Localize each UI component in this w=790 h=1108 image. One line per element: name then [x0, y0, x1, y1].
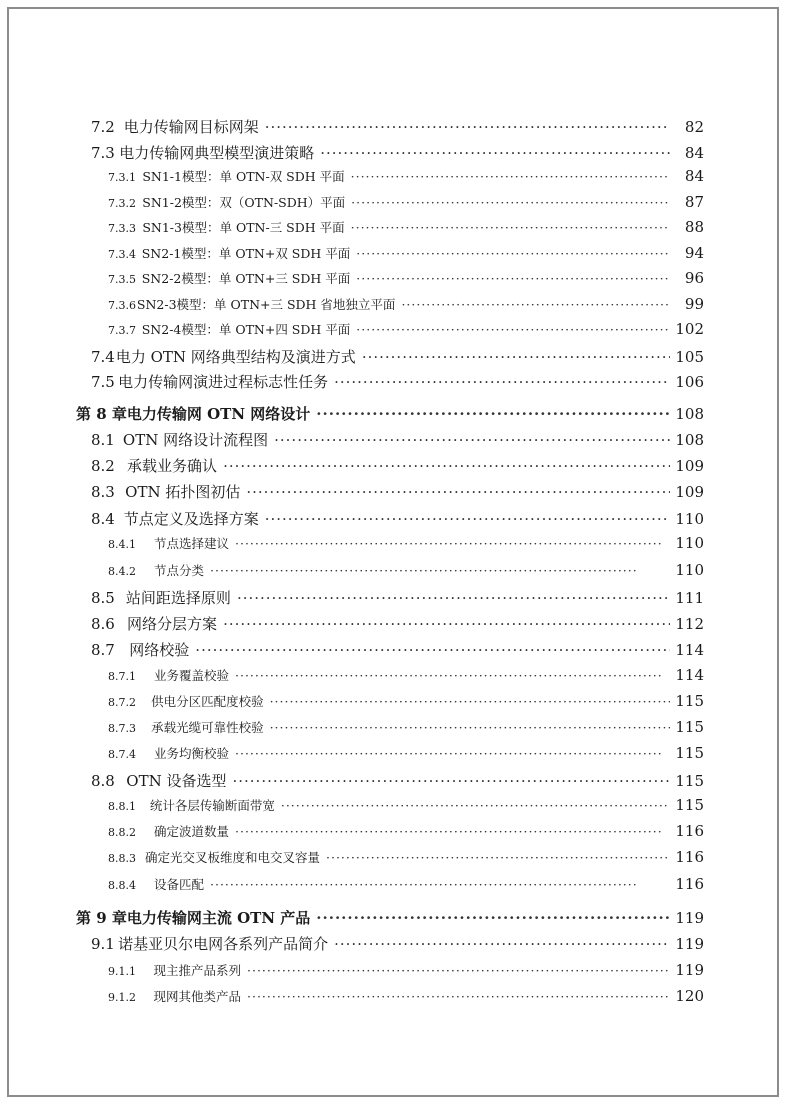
toc-subsection-entry	[108, 167, 704, 185]
toc-entry-title: 现网其他类产品	[153, 989, 241, 1004]
toc-entry-page-number: 106	[675, 373, 704, 391]
dot-leader	[265, 118, 670, 136]
toc-entry-page-number: 96	[684, 269, 704, 287]
toc-entry-title: 确定光交叉板维度和电交叉容量	[145, 850, 321, 865]
toc-entry-title: SN1-1模型：单 OTN-双 SDH 平面	[142, 169, 345, 184]
toc-entry-page-number: 115	[675, 692, 704, 710]
toc-subsection-entry	[108, 822, 704, 840]
toc-entry-page-number: 84	[684, 144, 704, 162]
toc-entry-title: 网络分层方案	[127, 615, 218, 633]
toc-entry-title: SN2-2模型：单 OTN+三 SDH 平面	[141, 271, 351, 286]
toc-entry-number: 8.5	[91, 589, 115, 607]
toc-subsection-entry	[108, 666, 704, 684]
toc-entry-page-number: 110	[675, 534, 704, 552]
toc-entry-page-number: 115	[675, 796, 704, 814]
toc-entry-number: 7.3.1	[108, 171, 136, 184]
toc-entry-title: OTN 网络设计流程图	[122, 431, 269, 449]
toc-entry-page-number: 108	[675, 431, 704, 449]
dot-leader	[326, 850, 670, 865]
toc-section-entry	[91, 371, 704, 392]
toc-entry-number: 8.1	[91, 431, 115, 449]
toc-entry-page-number: 94	[684, 244, 704, 262]
toc-subsection-entry	[108, 987, 704, 1005]
toc-entry-title: SN1-2模型：双（OTN-SDH）平面	[142, 195, 346, 210]
dot-leader	[320, 144, 670, 162]
toc-entry-title: 承载业务确认	[127, 457, 218, 475]
toc-entry-page-number: 115	[675, 772, 704, 790]
dot-leader	[270, 720, 670, 735]
toc-entry-number: 8.6	[91, 615, 115, 633]
toc-section-entry	[91, 587, 704, 608]
toc-entry-number: 7.3.2	[108, 197, 136, 210]
dot-leader	[334, 935, 670, 953]
toc-entry-title: SN2-4模型：单 OTN+四 SDH 平面	[141, 322, 351, 337]
toc-subsection-entry	[108, 269, 704, 287]
toc-entry-title: 统计各层传输断面带宽	[149, 798, 275, 813]
toc-subsection-entry	[108, 295, 704, 313]
dot-leader	[356, 271, 670, 286]
toc-entry-page-number: 108	[675, 405, 704, 423]
toc-entry-page-number: 87	[684, 193, 704, 211]
toc-entry-number: 8.8.2	[108, 826, 136, 839]
toc-entry-page-number: 105	[675, 348, 704, 366]
dot-leader	[235, 536, 670, 551]
toc-entry-number: 7.3.4	[108, 248, 136, 261]
toc-entry-title: 站间距选择原则	[125, 589, 231, 607]
toc-chapter-entry	[76, 907, 704, 928]
toc-entry-number: 8.8	[91, 772, 115, 790]
dot-leader	[195, 641, 670, 659]
toc-entry-number: 8.7.3	[108, 722, 136, 735]
toc-section-entry	[91, 508, 704, 529]
toc-section-entry	[91, 639, 704, 660]
toc-entry-number: 8.8.4	[108, 879, 136, 892]
toc-subsection-entry	[108, 961, 704, 979]
toc-entry-page-number: 110	[675, 510, 704, 528]
dot-leader	[274, 431, 670, 449]
toc-entry-title: 确定波道数量	[154, 824, 230, 839]
dot-leader	[351, 220, 670, 235]
dot-leader	[210, 563, 670, 578]
toc-section-entry	[91, 933, 704, 954]
toc-section-entry	[91, 116, 704, 137]
toc-entry-number: 7.4	[91, 348, 115, 366]
dot-leader	[223, 457, 670, 475]
toc-entry-page-number: 84	[684, 167, 704, 185]
toc-entry-number: 8.8.1	[108, 800, 136, 813]
toc-entry-number: 8.4.2	[108, 565, 136, 578]
toc-entry-number: 第 8 章	[76, 405, 127, 423]
toc-section-entry	[91, 455, 704, 476]
toc-entry-title: 现主推产品系列	[153, 963, 241, 978]
toc-entry-number: 7.3	[91, 144, 115, 162]
toc-subsection-entry	[108, 692, 704, 710]
toc-entry-page-number: 115	[675, 744, 704, 762]
toc-entry-number: 8.2	[91, 457, 115, 475]
toc-entry-page-number: 119	[675, 909, 704, 927]
toc-entry-number: 第 9 章	[76, 909, 127, 927]
dot-leader	[232, 772, 670, 790]
toc-entry-title: OTN 设备选型	[126, 772, 227, 790]
toc-entry-number: 8.7.4	[108, 748, 136, 761]
toc-subsection-entry	[108, 718, 704, 736]
toc-entry-page-number: 110	[675, 561, 704, 579]
toc-subsection-entry	[108, 561, 704, 579]
toc-entry-page-number: 119	[675, 935, 704, 953]
dot-leader	[356, 246, 670, 261]
dot-leader	[246, 483, 670, 501]
toc-entry-number: 7.3.5	[108, 273, 136, 286]
toc-entry-title: 诺基亚贝尔电网各系列产品简介	[118, 935, 329, 953]
toc-entry-number: 8.7	[91, 641, 115, 659]
dot-leader	[235, 668, 670, 683]
toc-entry-page-number: 120	[675, 987, 704, 1005]
dot-leader	[281, 798, 670, 813]
toc-subsection-entry	[108, 244, 704, 262]
dot-leader	[316, 909, 670, 927]
dot-leader	[356, 322, 670, 337]
toc-subsection-entry	[108, 796, 704, 814]
toc-section-entry	[91, 770, 704, 791]
dot-leader	[247, 963, 670, 978]
toc-entry-number: 8.7.2	[108, 696, 136, 709]
toc-entry-title: OTN 拓扑图初估	[125, 483, 241, 501]
toc-entry-title: 电力传输网主流 OTN 产品	[126, 909, 311, 927]
dot-leader	[247, 989, 670, 1004]
toc-section-entry	[91, 429, 704, 450]
toc-entry-number: 7.3.6	[108, 299, 136, 312]
toc-entry-number: 8.4.1	[108, 538, 136, 551]
dot-leader	[235, 824, 670, 839]
toc-entry-number: 7.3.7	[108, 324, 136, 337]
toc-entry-page-number: 114	[675, 641, 704, 659]
dot-leader	[316, 405, 670, 423]
toc-entry-title: 设备匹配	[154, 877, 205, 892]
toc-entry-title: 业务覆盖校验	[154, 668, 230, 683]
dot-leader	[351, 169, 670, 184]
toc-entry-page-number: 116	[675, 848, 704, 866]
dot-leader	[223, 615, 670, 633]
toc-entry-number: 7.5	[91, 373, 115, 391]
toc-entry-page-number: 82	[684, 118, 704, 136]
toc-entry-title: SN2-1模型：单 OTN+双 SDH 平面	[141, 246, 351, 261]
toc-subsection-entry	[108, 193, 704, 211]
toc-entry-page-number: 119	[675, 961, 704, 979]
toc-section-entry	[91, 142, 704, 163]
toc-entry-title: 电力传输网典型模型演进策略	[119, 144, 315, 162]
toc-entry-title: 电力 OTN 网络典型结构及演进方式	[115, 348, 356, 366]
dot-leader	[362, 348, 670, 366]
toc-subsection-entry	[108, 744, 704, 762]
toc-entry-number: 9.1.1	[108, 965, 136, 978]
toc-entry-title: 电力传输网目标网架	[123, 118, 259, 136]
toc-entry-title: SN1-3模型：单 OTN-三 SDH 平面	[142, 220, 345, 235]
toc-entry-title: 电力传输网演进过程标志性任务	[118, 373, 329, 391]
toc-entry-title: SN2-3模型：单 OTN+三 SDH 省地独立平面	[136, 297, 396, 312]
toc-subsection-entry	[108, 534, 704, 552]
toc-subsection-entry	[108, 848, 704, 866]
toc-entry-title: 业务均衡校验	[154, 746, 230, 761]
toc-subsection-entry	[108, 320, 704, 338]
toc-entry-page-number: 109	[675, 483, 704, 501]
toc-section-entry	[91, 346, 704, 367]
toc-entry-page-number: 102	[675, 320, 704, 338]
dot-leader	[334, 373, 670, 391]
toc-entry-number: 8.8.3	[108, 852, 136, 865]
toc-entry-page-number: 99	[684, 295, 704, 313]
toc-entry-title: 节点选择建议	[154, 536, 230, 551]
toc-entry-title: 供电分区匹配度校验	[151, 694, 264, 709]
dot-leader	[401, 297, 670, 312]
toc-subsection-entry	[108, 875, 704, 893]
dot-leader	[265, 510, 670, 528]
toc-subsection-entry	[108, 218, 704, 236]
toc-entry-page-number: 115	[675, 718, 704, 736]
toc-entry-number: 9.1	[91, 935, 115, 953]
toc-section-entry	[91, 613, 704, 634]
toc-entry-page-number: 109	[675, 457, 704, 475]
toc-section-entry	[91, 481, 704, 502]
toc-entry-number: 9.1.2	[108, 991, 136, 1004]
toc-chapter-entry	[76, 403, 704, 424]
toc-entry-page-number: 114	[675, 666, 704, 684]
toc-entry-number: 7.3.3	[108, 222, 136, 235]
toc-entry-page-number: 88	[684, 218, 704, 236]
dot-leader	[235, 746, 670, 761]
dot-leader	[351, 195, 670, 210]
toc-entry-number: 8.7.1	[108, 670, 136, 683]
toc-entry-number: 7.2	[91, 118, 115, 136]
toc-entry-page-number: 111	[675, 589, 704, 607]
toc-entry-page-number: 112	[675, 615, 704, 633]
dot-leader	[270, 694, 670, 709]
dot-leader	[210, 877, 670, 892]
toc-entry-title: 承载光缆可靠性校验	[151, 720, 264, 735]
toc-entry-number: 8.4	[91, 510, 115, 528]
toc-entry-title: 节点分类	[154, 563, 205, 578]
toc-entry-number: 8.3	[91, 483, 115, 501]
toc-entry-title: 网络校验	[129, 641, 190, 659]
toc-entry-page-number: 116	[675, 822, 704, 840]
toc-entry-title: 节点定义及选择方案	[123, 510, 259, 528]
toc-entry-title: 电力传输网 OTN 网络设计	[126, 405, 311, 423]
toc-entry-page-number: 116	[675, 875, 704, 893]
dot-leader	[237, 589, 670, 607]
